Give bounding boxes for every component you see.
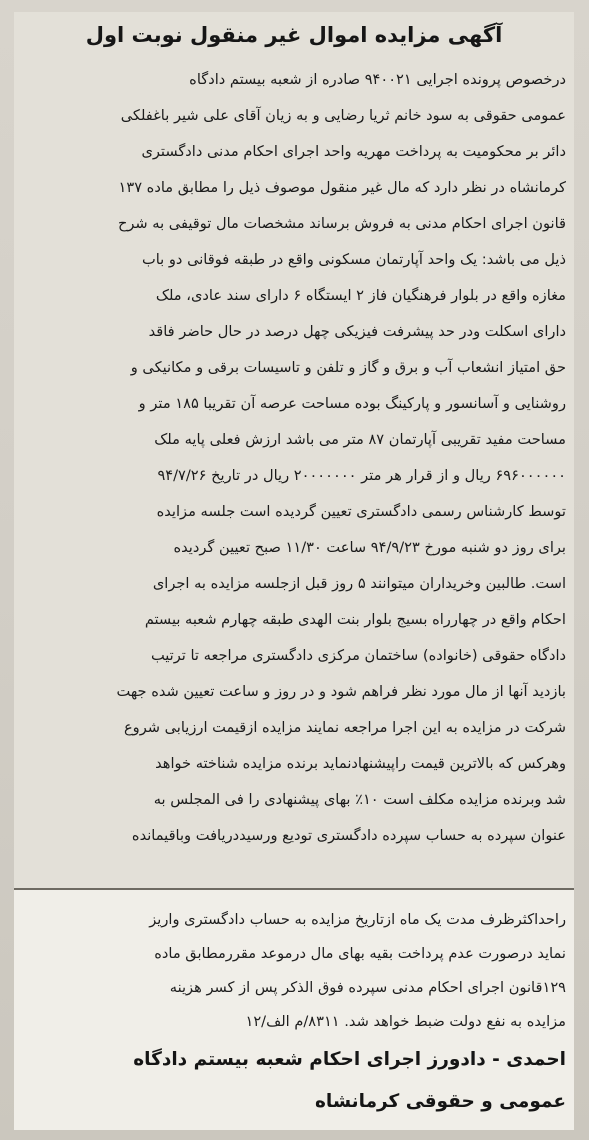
- notice-body-line: کرمانشاه در نظر دارد که مال غیر منقول موصوف ذیل را مطابق ماده ۱۳۷: [118, 179, 566, 196]
- notice-body-line: حق امتیاز انشعاب آب و برق و گاز و تلفن و تاسیسات برقی و مکانیکی و: [130, 359, 566, 376]
- notice-body-line: برای روز دو شنبه مورخ ۹۴/۹/۲۳ ساعت ۱۱/۳۰ صبح تعیین گردیده: [173, 539, 566, 556]
- notice-signature-line: عمومی و حقوقی کرمانشاه: [314, 1091, 566, 1112]
- notice-body-line: دائر بر محکومیت به پرداخت مهریه واحد اجرای احکام مدنی دادگستری: [141, 143, 566, 160]
- notice-body-line: مساحت مفید تقریبی آپارتمان ۸۷ متر می باشد ارزش فعلی پایه ملک: [154, 431, 566, 448]
- notice-body-line: قانون اجرای احکام مدنی به فروش برساند مشخصات مال توقیفی به شرح: [117, 215, 566, 232]
- notice-continuation-line: ۱۲۹قانون اجرای احکام مدنی سپرده فوق الذکر پس از کسر هزینه: [169, 979, 566, 996]
- notice-body-line: درخصوص پرونده اجرایی ۹۴۰۰۲۱ صادره از شعبه بیستم دادگاه: [189, 71, 566, 88]
- notice-body-line: عنوان سپرده به حساب سپرده دادگستری تودیع ورسیددریافت وباقیمانده: [131, 827, 566, 844]
- notice-body-line: احکام واقع در چهارراه بسیج بلوار بنت الهدی طبقه چهارم شعبه بیستم: [144, 611, 566, 628]
- notice-body-line: شرکت در مزایده به این اجرا مراجعه نمایند مزایده ازقیمت ارزیابی شروع: [123, 719, 566, 736]
- notice-body-line: شد وبرنده مزایده مکلف است ۱۰٪ بهای پیشنهادی را فی المجلس به: [153, 791, 566, 808]
- auction-notice: [14, 12, 574, 1130]
- notice-body-line: ذیل می باشد: یک واحد آپارتمان مسکونی واقع در طبقه فوقانی دو باب: [142, 251, 566, 268]
- notice-continuation-line: مزایده به نفع دولت ضبط خواهد شد. ۸۳۱۱/م الف/۱۲: [245, 1013, 566, 1030]
- notice-body-line: ۶۹۶۰۰۰۰۰۰ ریال و از قرار هر متر ۲۰۰۰۰۰۰۰ ریال در تاریخ ۹۴/۷/۲۶: [157, 467, 566, 484]
- notice-body-line: بازدید آنها از مال مورد نظر فراهم شود و در روز و ساعت تعیین شده جهت: [116, 683, 566, 700]
- notice-body-line: روشنایی و آسانسور و پارکینگ بوده مساحت عرصه آن تقریبا ۱۸۵ متر و: [138, 395, 566, 412]
- notice-body-line: توسط کارشناس رسمی دادگستری تعیین گردیده است جلسه مزایده: [156, 503, 566, 520]
- notice-continuation-line: راحداکثرظرف مدت یک ماه ازتاریخ مزایده به حساب دادگستری واریز: [149, 911, 566, 928]
- notice-body-line: عمومی حقوقی به سود خانم ثریا رضایی و به زیان آقای علی شیر باغفلکی: [120, 107, 566, 124]
- notice-continuation-line: نماید درصورت عدم پرداخت بقیه بهای مال درموعد مقررمطابق ماده: [154, 945, 566, 962]
- notice-continuation-section: [14, 888, 574, 1130]
- notice-body-line: وهرکس که بالاترین قیمت راپیشنهادنماید برنده مزایده شناخته خواهد: [155, 755, 566, 772]
- notice-title: آگهی مزایده اموال غیر منقول نوبت اول: [85, 23, 503, 47]
- notice-body-line: مغازه واقع در بلوار فرهنگیان فاز ۲ ایستگاه ۶ دارای سند عادی، ملک: [155, 287, 566, 304]
- notice-body-line: است. طالبین وخریداران میتوانند ۵ روز قبل ازجلسه مزایده به اجرای: [152, 575, 566, 592]
- notice-main-section: [14, 12, 574, 888]
- notice-body-line: دادگاه حقوقی (خانواده) ساختمان مرکزی دادگستری مراجعه تا ترتیب: [150, 647, 566, 664]
- notice-signature-line: احمدی - دادورز اجرای احکام شعبه بیستم دادگاه: [133, 1049, 566, 1070]
- notice-body-line: دارای اسکلت ودر حد پیشرفت فیزیکی چهل درصد در حال حاضر فاقد: [148, 323, 566, 340]
